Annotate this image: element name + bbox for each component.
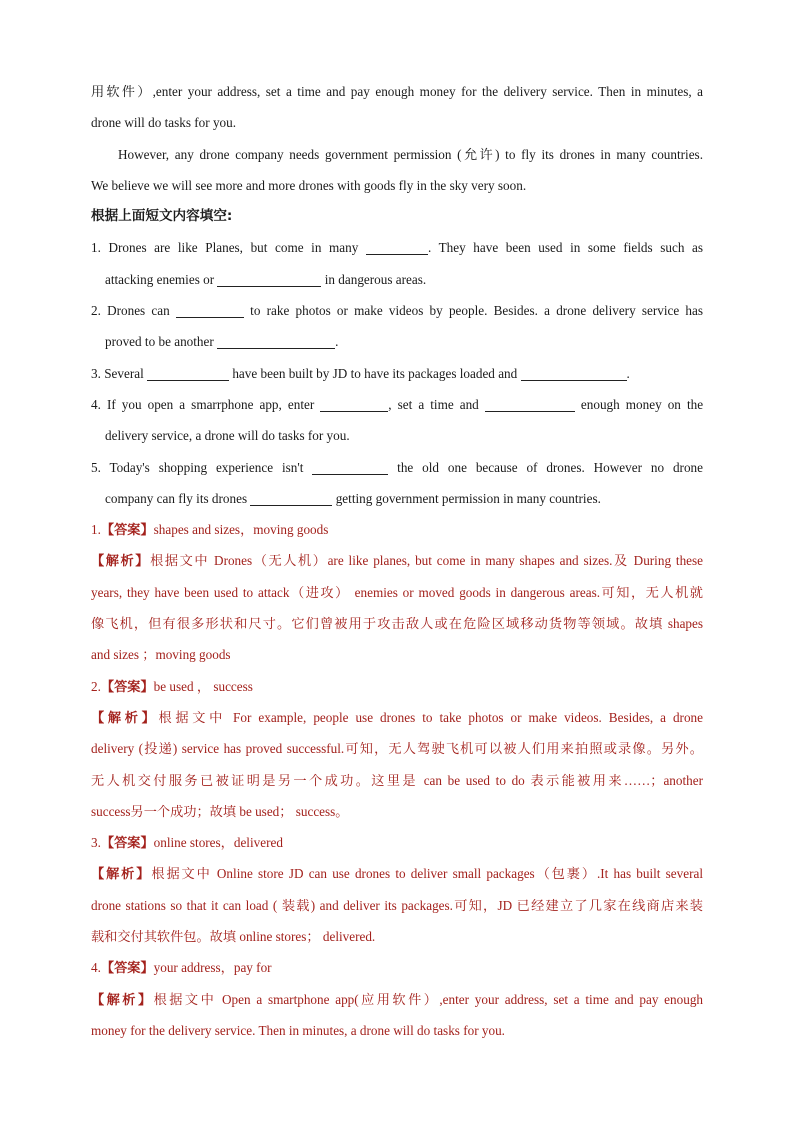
question-2-line-2: proved to be another . — [105, 334, 339, 350]
question-3-line-1: 3. Several have been built by JD to have its packages loaded and . — [91, 365, 630, 381]
answer-blank[interactable] — [320, 397, 388, 412]
question-1-line-1: 1. Drones are like Planes, but come in many . They have been used in some fields such as — [91, 240, 703, 256]
passage-line: However, any drone company needs government permission (允许) to fly its drones in many countries. — [118, 146, 703, 162]
answer-blank[interactable] — [521, 366, 627, 381]
explanation-2-line: 【解析】根据文中 For example, people use drones to take photos or make videos. Besides, a drone — [91, 709, 703, 725]
answer-blank[interactable] — [312, 460, 388, 475]
answer-blank[interactable] — [217, 334, 335, 349]
question-5-line-1: 5. Today's shopping experience isn't the old one because of drones. However no drone — [91, 459, 703, 475]
explanation-2-line: delivery (投递) service has proved successful.可知，无人驾驶飞机可以被人们用来拍照或录像。另外。 — [91, 741, 703, 757]
explanation-4-line: 【解析】根据文中 Open a smartphone app(应用软件）,enter your address, set a time and pay enough — [91, 991, 703, 1007]
explanation-4-line: money for the delivery service. Then in minutes, a drone will do tasks for you. — [91, 1022, 505, 1038]
answer-blank[interactable] — [485, 397, 575, 412]
explanation-2-line: success另一个成功；故填 be used； success。 — [91, 803, 349, 819]
explanation-2-line: 无人机交付服务已被证明是另一个成功。这里是 can be used to do 表示能被用来……；another — [91, 772, 703, 788]
explanation-1-line: and sizes ；moving goods — [91, 647, 231, 663]
explanation-3-line: 【解析】根据文中 Online store JD can use drones to deliver small packages（包裹）.It has built several — [91, 866, 703, 882]
answer-blank[interactable] — [366, 240, 428, 255]
answer-1: 1.【答案】shapes and sizes，moving goods — [91, 522, 329, 538]
document-page — [91, 76, 703, 1046]
answer-4: 4.【答案】your address，pay for — [91, 960, 272, 976]
question-1-line-2: attacking enemies or in dangerous areas. — [105, 271, 427, 287]
explanation-3-line: drone stations so that it can load ( 装载) and deliver its packages.可知，JD 已经建立了几家在线商店来装 — [91, 897, 703, 913]
answer-blank[interactable] — [176, 303, 244, 318]
question-4-line-1: 4. If you open a smarrphone app, enter , set a time and enough money on the — [91, 396, 703, 412]
explanation-1-line: 【解析】根据文中 Drones（无人机）are like planes, but come in many shapes and sizes.及 During these — [91, 553, 703, 569]
explanation-3-line: 载和交付其软件包。故填 online stores； delivered. — [91, 929, 376, 945]
question-4-line-2: delivery service, a drone will do tasks for you. — [105, 428, 350, 444]
answer-2: 2.【答案】be used ， success — [91, 678, 253, 694]
answer-blank[interactable] — [147, 366, 229, 381]
question-5-line-2: company can fly its drones getting government permission in many countries. — [105, 490, 601, 506]
question-2-line-1: 2. Drones can to rake photos or make videos by people. Besides. a drone delivery service has — [91, 303, 703, 319]
section-heading: 根据上面短文内容填空: — [91, 208, 233, 225]
answer-3: 3.【答案】online stores，delivered — [91, 835, 283, 851]
passage-line: drone will do tasks for you. — [91, 115, 237, 131]
answer-blank[interactable] — [217, 272, 321, 287]
passage-line: We believe we will see more and more drones with goods fly in the sky very soon. — [91, 177, 527, 193]
answer-blank[interactable] — [250, 491, 332, 506]
passage-line: 用软件）,enter your address, set a time and pay enough money for the delivery service. Then in minutes, a — [91, 84, 703, 99]
explanation-1-line: years, they have been used to attack（进攻） enemies or moved goods in dangerous areas.可知，无人机就 — [91, 584, 703, 600]
explanation-1-line: 像飞机，但有很多形状和尺寸。它们曾被用于攻击敌人或在危险区域移动货物等领域。故填 shapes — [91, 616, 703, 632]
